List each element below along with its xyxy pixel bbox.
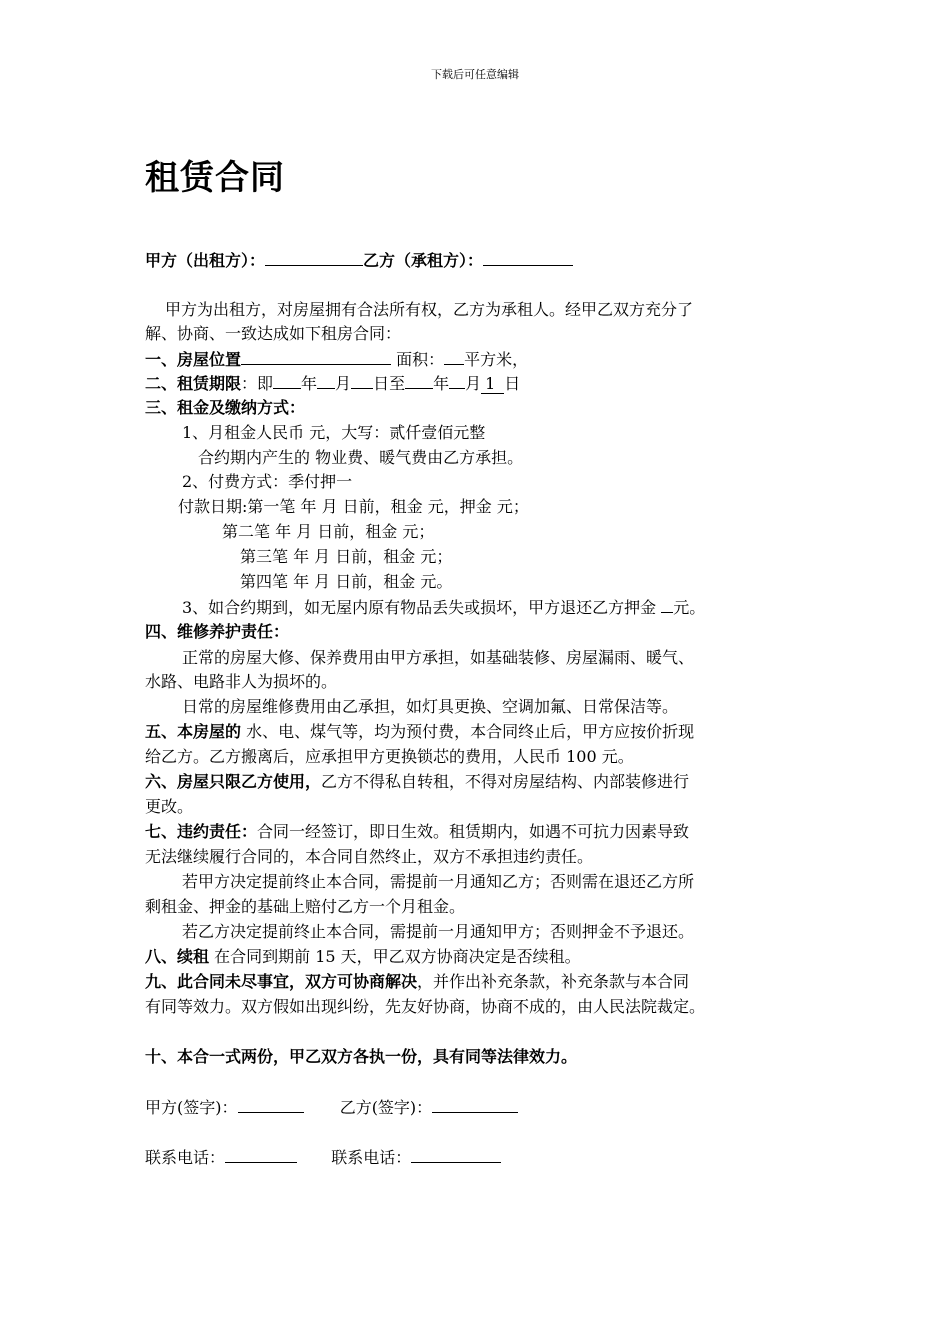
party-b-signature-blank[interactable] <box>432 1096 518 1113</box>
section-7-text: 合同一经签订，即日生效。租赁期内，如遇不可抗力因素导致 <box>257 822 690 841</box>
section-9-head: 九、此合同未尽事宜，双方可协商解决 <box>145 972 418 991</box>
section-7-line-2: 无法继续履行合同的，本合同自然终止，双方不承担违约责任。 <box>145 847 594 866</box>
section-8-head: 八、续租 <box>145 947 210 966</box>
party-a-label: 甲方（出租方）： <box>145 251 266 270</box>
section-5-text: 水、电、煤气等，均为预付费，本合同终止后，甲方应按价折现 <box>241 722 695 741</box>
party-b-phone-blank[interactable] <box>411 1146 501 1163</box>
start-year-blank[interactable] <box>273 372 301 389</box>
section-7-head: 七、违约责任： <box>145 822 258 841</box>
payment-4: 第四笔 年 月 日前，租金 元。 <box>240 572 453 591</box>
section-1-head: 一、房屋位置 <box>145 350 242 369</box>
section-7-p2b: 剩租金、押金的基础上赔付乙方一个月租金。 <box>145 897 466 916</box>
phone-line <box>145 1146 501 1169</box>
section-1 <box>145 348 528 371</box>
signature-line <box>145 1096 518 1119</box>
fees-line: 合约期内产生的 物业费、暖气费由乙方承担。 <box>198 448 524 467</box>
section-5 <box>145 721 694 743</box>
start-month-blank[interactable] <box>317 372 335 389</box>
section-7-p2a: 若甲方决定提前终止本合同，需提前一月通知乙方；否则需在退还乙方所 <box>182 872 695 891</box>
section-8 <box>145 946 581 968</box>
section-3-head: 三、租金及缴纳方式： <box>145 398 306 417</box>
section-10: 十、本合一式两份，甲乙双方各执一份，具有同等法律效力。 <box>145 1047 578 1066</box>
end-day-value[interactable]: 1 <box>481 374 504 394</box>
party-b-signature-label: 乙方(签字)： <box>339 1098 433 1117</box>
start-day-label: 日至 <box>373 374 406 393</box>
party-b-phone-label: 联系电话： <box>331 1148 412 1167</box>
section-6 <box>145 771 689 793</box>
end-month-label: 月 <box>465 374 482 393</box>
party-a-signature-label: 甲方(签字)： <box>145 1098 238 1117</box>
deposit-text: 3、如合约期到，如无屋内原有物品丢失或损坏，甲方退还乙方押金 <box>182 598 662 617</box>
start-year-label: 年 <box>301 374 318 393</box>
party-b-label: 乙方（承租方）： <box>363 251 484 270</box>
location-blank[interactable] <box>241 348 391 365</box>
section-5-line-2: 给乙方。乙方搬离后，应承担甲方更换锁芯的费用，人民币 100 元。 <box>145 747 634 766</box>
party-a-signature-blank[interactable] <box>238 1096 304 1113</box>
start-day-blank[interactable] <box>351 372 373 389</box>
section-7-p3: 若乙方决定提前终止本合同，需提前一月通知甲方；否则押金不予退还。 <box>182 922 695 941</box>
section-9-text: ，并作出补充条款，补充条款与本合同 <box>417 972 690 991</box>
area-blank[interactable] <box>444 348 464 365</box>
section-8-text: 在合同到期前 15 天，甲乙双方协商决定是否续租。 <box>209 947 581 966</box>
section-2 <box>145 372 520 395</box>
intro-line-2: 解、协商、一致达成如下租房合同： <box>145 324 402 343</box>
intro-line-1: 甲方为出租方，对房屋拥有合法所有权，乙方为承租人。经甲乙双方充分了 <box>165 300 694 319</box>
section-9-line-2: 有同等效力。双方假如出现纠纷，先友好协商，协商不成的，由人民法院裁定。 <box>145 997 706 1016</box>
rent-line: 1、月租金人民币 元，大写：贰仟壹佰元整 <box>182 423 486 442</box>
end-day-label: 日 <box>504 374 521 393</box>
party-b-blank[interactable] <box>483 249 573 266</box>
party-a-phone-blank[interactable] <box>225 1146 297 1163</box>
section-4-p2: 日常的房屋维修费用由乙承担，如灯具更换、空调加氟、日常保洁等。 <box>182 697 679 716</box>
area-label: 面积： <box>396 350 445 369</box>
end-year-label: 年 <box>433 374 450 393</box>
section-6-line-2: 更改。 <box>145 797 194 816</box>
section-9 <box>145 971 689 993</box>
section-4-head: 四、维修养护责任： <box>145 622 290 641</box>
section-2-colon: ：即 <box>241 374 274 393</box>
party-a-blank[interactable] <box>265 249 363 266</box>
section-4-p1b: 水路、电路非人为损坏的。 <box>145 672 338 691</box>
parties-line <box>145 249 573 272</box>
deposit-blank[interactable] <box>661 596 673 613</box>
section-6-head: 六、房屋只限乙方使用， <box>145 772 322 791</box>
section-7 <box>145 821 689 843</box>
deposit-unit: 元。 <box>673 598 706 617</box>
payment-2: 第二笔 年 月 日前，租金 元； <box>222 522 435 541</box>
pay-mode-line: 2、付费方式：季付押一 <box>182 472 353 491</box>
start-month-label: 月 <box>335 374 352 393</box>
payment-1: 付款日期:第一笔 年 月 日前，租金 元，押金 元； <box>178 497 529 516</box>
end-year-blank[interactable] <box>405 372 433 389</box>
end-month-blank[interactable] <box>449 372 465 389</box>
payment-3: 第三笔 年 月 日前，租金 元； <box>240 547 453 566</box>
section-5-head: 五、本房屋的 <box>145 722 242 741</box>
section-4-p1a: 正常的房屋大修、保养费用由甲方承担，如基础装修、房屋漏雨、暖气、 <box>182 648 695 667</box>
party-a-phone-label: 联系电话： <box>145 1148 226 1167</box>
document-title: 租赁合同 <box>145 158 285 198</box>
area-unit: 平方米， <box>464 350 529 369</box>
section-6-text: 乙方不得私自转租，不得对房屋结构、内部装修进行 <box>321 772 690 791</box>
deposit-line <box>182 596 705 619</box>
section-2-head: 二、租赁期限 <box>145 374 242 393</box>
header-note: 下载后可任意编辑 <box>431 68 519 81</box>
